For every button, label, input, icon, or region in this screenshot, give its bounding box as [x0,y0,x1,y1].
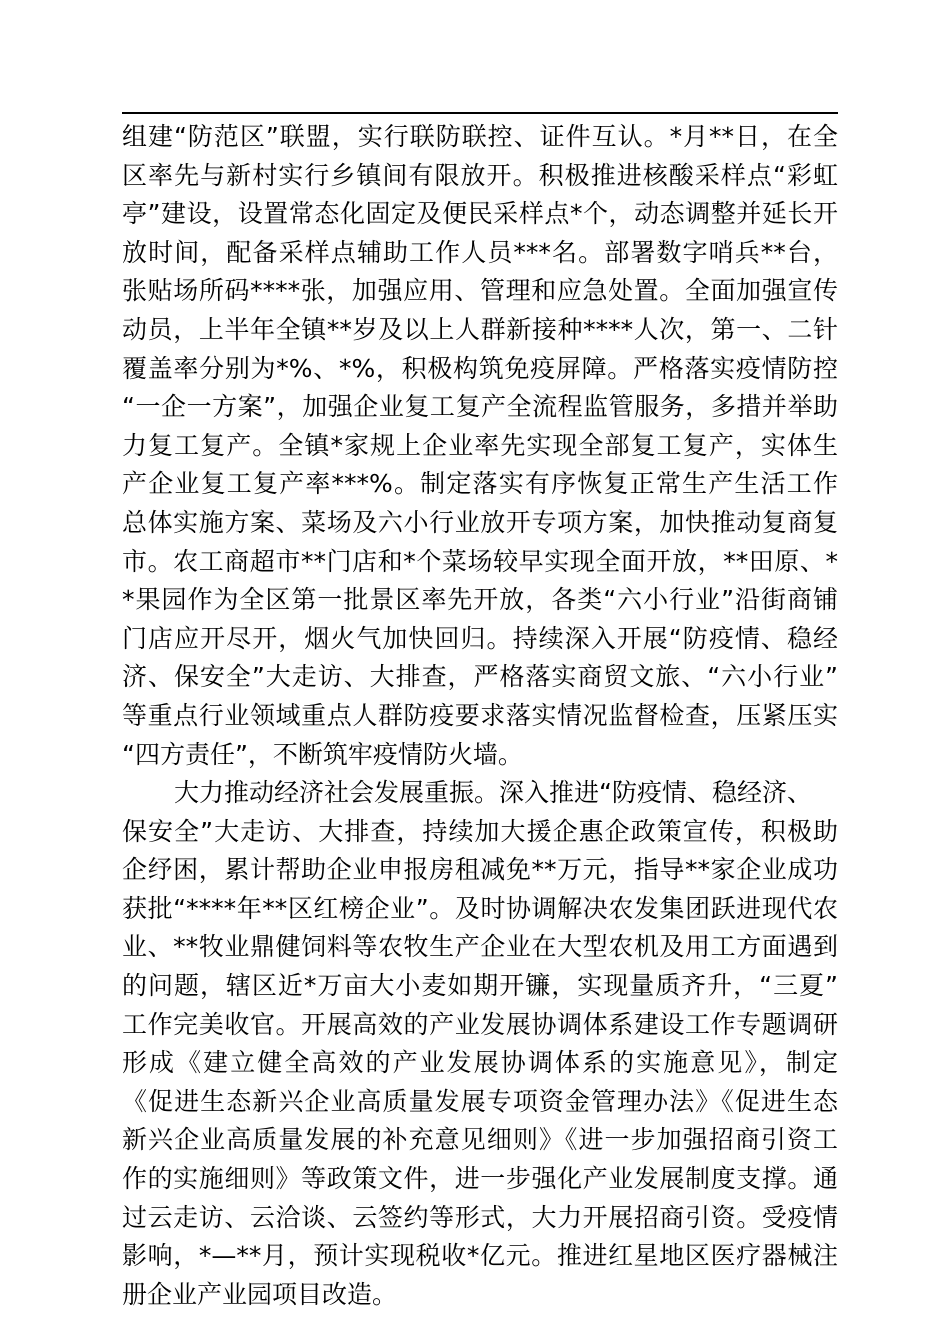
text-line: 影响，*—**月，预计实现税收*亿元。推进红星地区医疗器械注 [122,1241,838,1271]
text-line: 张贴场所码****张，加强应用、管理和应急处置。全面加强宣传 [122,276,838,306]
text-line: 济、保安全”大走访、大排查，严格落实商贸文旅、“六小行业” [122,662,838,692]
text-line: 的问题，辖区近*万亩大小麦如期开镰，实现量质齐升，“三夏” [122,971,838,1001]
text-line: 动员，上半年全镇**岁及以上人群新接种****人次，第一、二针 [122,314,838,344]
text-line: 市。农工商超市**门店和*个菜场较早实现全面开放，**田原、* [122,546,838,576]
text-line: 保安全”大走访、大排查，持续加大援企惠企政策宣传，积极助 [122,816,838,846]
text-line: “一企一方案”，加强企业复工复产全流程监管服务，多措并举助 [122,392,838,422]
text-line: 产企业复工复产率***%。制定落实有序恢复正常生产生活工作 [122,469,838,499]
text-line: 放时间，配备采样点辅助工作人员***名。部署数字哨兵**台， [122,237,838,267]
paragraph-1 [122,118,838,774]
text-line: 大力推动经济社会发展重振。深入推进“防疫情、稳经济、 [174,778,812,808]
text-line: 《促进生态新兴企业高质量发展专项资金管理办法》《促进生态 [122,1086,838,1116]
text-line: 区率先与新村实行乡镇间有限放开。积极推进核酸采样点“彩虹 [122,160,838,190]
text-line: 等重点行业领域重点人群防疫要求落实情况监督检查，压紧压实 [122,700,838,730]
text-line: “四方责任”，不断筑牢疫情防火墙。 [122,739,523,769]
text-line: 过云走访、云洽谈、云签约等形式，大力开展招商引资。受疫情 [122,1202,838,1232]
text-line: 工作完美收官。开展高效的产业发展协调体系建设工作专题调研 [122,1009,838,1039]
text-line: 覆盖率分别为*%、*%，积极构筑免疫屏障。严格落实疫情防控 [122,353,838,383]
text-line: 业、**牧业鼎健饲料等农牧生产企业在大型农机及用工方面遇到 [122,932,838,962]
text-line: 力复工复产。全镇*家规上企业率先实现全部复工复产，实体生 [122,430,838,460]
text-line: 组建“防范区”联盟，实行联防联控、证件互认。*月**日，在全 [122,122,838,151]
text-line: 门店应开尽开，烟火气加快回归。持续深入开展“防疫情、稳经 [122,623,838,653]
text-line: 形成《建立健全高效的产业发展协调体系的实施意见》，制定 [122,1048,838,1078]
text-line: 企纾困，累计帮助企业申报房租减免**万元，指导**家企业成功 [122,855,838,885]
text-line: 总体实施方案、菜场及六小行业放开专项方案，加快推动复商复 [122,507,838,537]
paragraph-2 [122,774,838,1314]
document-body [122,118,838,1314]
text-line: 作的实施细则》等政策文件，进一步强化产业发展制度支撑。通 [122,1164,838,1194]
text-line: 新兴企业高质量发展的补充意见细则》《进一步加强招商引资工 [122,1125,838,1155]
header-rule [122,112,838,114]
text-line: 获批“****年**区红榜企业”。及时协调解决农发集团跃进现代农 [122,893,838,923]
text-line: 册企业产业园项目改造。 [122,1279,398,1309]
text-line: *果园作为全区第一批景区率先开放，各类“六小行业”沿街商铺 [122,585,838,615]
text-line: 亭”建设，设置常态化固定及便民采样点*个，动态调整并延长开 [122,199,838,229]
